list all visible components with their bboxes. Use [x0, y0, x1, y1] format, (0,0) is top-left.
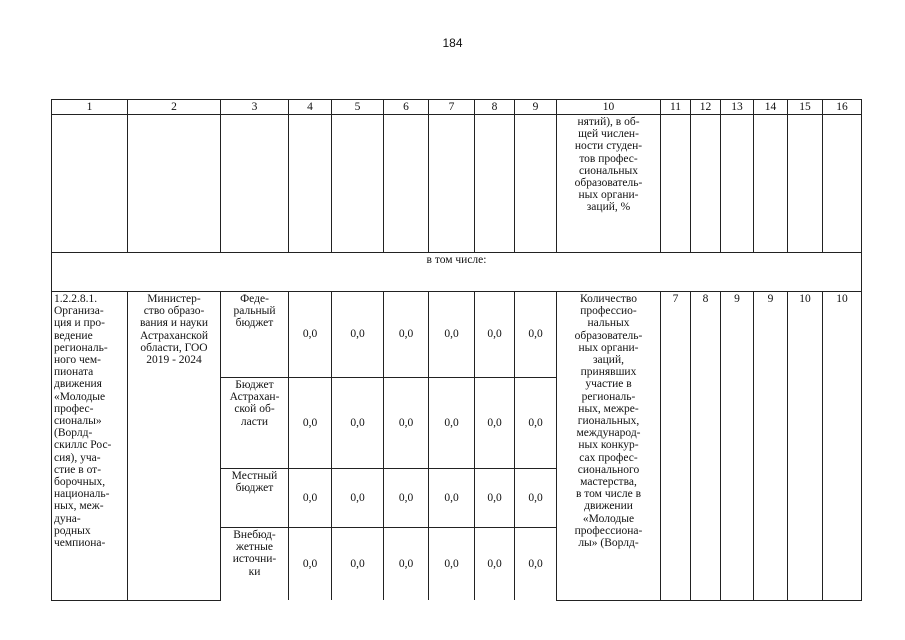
target-value: 8	[691, 292, 721, 601]
funding-value: 0,0	[332, 469, 384, 528]
funding-value: 0,0	[429, 378, 475, 469]
empty-cell	[429, 115, 475, 253]
funding-source: Местный бюджет	[221, 469, 289, 528]
page-number: 184	[442, 36, 463, 50]
column-number: 8	[475, 100, 515, 115]
empty-cell	[754, 115, 788, 253]
column-number: 11	[661, 100, 691, 115]
funding-value: 0,0	[475, 292, 515, 378]
empty-cell	[721, 115, 754, 253]
funding-value: 0,0	[332, 292, 384, 378]
funding-value: 0,0	[289, 292, 332, 378]
subheader-row	[52, 253, 862, 292]
funding-value: 0,0	[384, 292, 429, 378]
funding-value: 0,0	[384, 378, 429, 469]
empty-cell	[128, 115, 221, 253]
column-number: 7	[429, 100, 475, 115]
empty-cell	[221, 115, 289, 253]
empty-cell	[691, 115, 721, 253]
executor: Министер- ство образо- вания и науки Астраханской области, ГОО 2019 - 2024	[128, 292, 221, 601]
funding-source: Внебюд- жетные источни- ки	[221, 528, 289, 601]
empty-cell	[515, 115, 557, 253]
empty-cell	[289, 115, 332, 253]
target-value: 9	[721, 292, 754, 601]
funding-value: 0,0	[515, 292, 557, 378]
funding-value: 0,0	[289, 469, 332, 528]
program-table	[51, 99, 862, 601]
funding-source: Бюджет Астрахан- ской об- ласти	[221, 378, 289, 469]
funding-value: 0,0	[475, 528, 515, 601]
target-value: 9	[754, 292, 788, 601]
column-number: 16	[823, 100, 862, 115]
funding-value: 0,0	[475, 469, 515, 528]
indicator: Количество профессио- нальных образователь- ных органи- заций, принявших участие в региональ- ных, межре- гиональных, международ- ных конкур- сах профес- сионального мастерства, в том числе в движении «Молодые профессиона- лы» (Ворлд-	[557, 292, 661, 601]
empty-cell	[332, 115, 384, 253]
empty-cell	[384, 115, 429, 253]
funding-value: 0,0	[429, 292, 475, 378]
column-number: 6	[384, 100, 429, 115]
column-number: 14	[754, 100, 788, 115]
empty-cell	[661, 115, 691, 253]
column-number: 13	[721, 100, 754, 115]
subheader: в том числе:	[52, 253, 862, 292]
target-value: 7	[661, 292, 691, 601]
empty-cell	[475, 115, 515, 253]
funding-value: 0,0	[289, 378, 332, 469]
funding-value: 0,0	[515, 528, 557, 601]
funding-value: 0,0	[384, 528, 429, 601]
indicator-continuation: нятий), в об- щей числен- ности студен- тов профес- сиональных образователь- ных органи- заций, %	[557, 115, 661, 253]
target-value: 10	[788, 292, 823, 601]
funding-value: 0,0	[515, 378, 557, 469]
column-number: 12	[691, 100, 721, 115]
empty-cell	[823, 115, 862, 253]
column-number-row	[52, 100, 862, 115]
funding-value: 0,0	[332, 528, 384, 601]
column-number: 3	[221, 100, 289, 115]
column-number: 1	[52, 100, 128, 115]
column-number: 10	[557, 100, 661, 115]
column-number: 4	[289, 100, 332, 115]
column-number: 15	[788, 100, 823, 115]
empty-cell	[52, 115, 128, 253]
funding-value: 0,0	[332, 378, 384, 469]
funding-source: Феде- ральный бюджет	[221, 292, 289, 378]
funding-value: 0,0	[289, 528, 332, 601]
funding-value: 0,0	[384, 469, 429, 528]
continuation-row	[52, 115, 862, 253]
funding-value: 0,0	[429, 528, 475, 601]
measure-name: 1.2.2.8.1. Организа- ция и про- ведение региональ- ного чем- пионата движения «Молодые профес- сионалы» (Ворлд- скиллс Рос- сия), уча- стие в от- борочных, националь- ных, меж- дуна- родных чемпиона-	[52, 292, 128, 601]
column-number: 9	[515, 100, 557, 115]
measure-row	[52, 292, 862, 378]
funding-value: 0,0	[515, 469, 557, 528]
column-number: 5	[332, 100, 384, 115]
target-value: 10	[823, 292, 862, 601]
funding-value: 0,0	[429, 469, 475, 528]
funding-value: 0,0	[475, 378, 515, 469]
column-number: 2	[128, 100, 221, 115]
empty-cell	[788, 115, 823, 253]
